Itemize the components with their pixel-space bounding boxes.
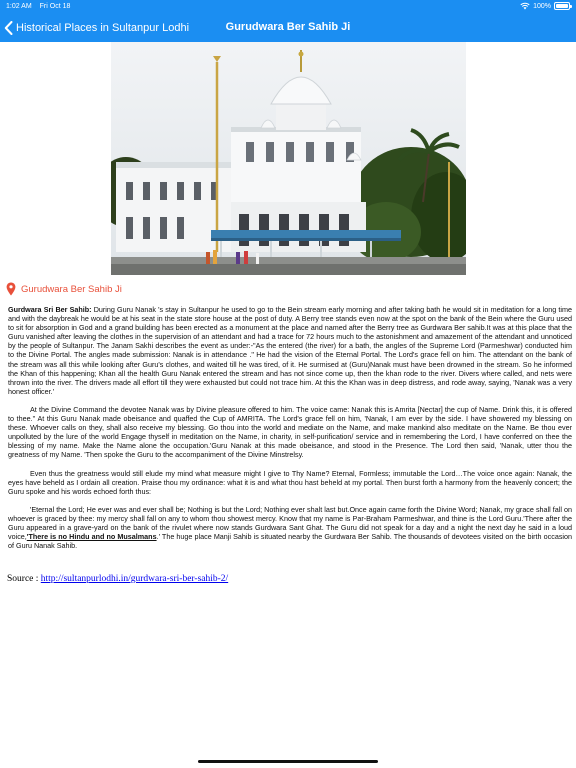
source-link[interactable]: http://sultanpurlodhi.in/gurdwara-sri-ber-sahib-2/: [40, 574, 229, 584]
location-row[interactable]: [6, 282, 122, 296]
article-paragraph-2: At the Divine Command the devotee Nanak was by Divine pleasure offered to him. The voice came: Nanak this is Amrita [Nectar] the cup of Name. Drink this, it is offered to thee." At this Guru Nanak made obeisance and quaffed the Cup of AMRITA. The Lord's grace fell on him, 'Nanak, I am ever by the side. I have showered my blessing on these. Whoever calls on they, shall also receive my blessing. Go thou into the world and mediate on the Name, and make mankind also meditate on the Name. Be thou ever unpolluted by the lure of the world Engage thyself in meditation on the Name, in charity, in self-purification/ service and in remembering the Lord, I have conferred on thee the blessing of my name. Make the Name alone the occupation.'Guru Nanak at this made obeisance, and stood in the Presence. The Lord then said, 'Nanak, utter thou the greatness of my Name. 'Then spoke the Guru to the accompaniment of the Divine Minstrelsy.: [8, 404, 572, 460]
gurudwara-photo: [111, 42, 466, 275]
page-title: Gurudwara Ber Sahib Ji: [225, 21, 351, 33]
article-p4-emphasis: 'There is no Hindu and no Musalmans: [26, 532, 157, 542]
battery-icon: [554, 2, 570, 10]
status-date: Fri Oct 18: [39, 3, 71, 10]
battery-percent: 100%: [533, 2, 551, 10]
navigation-bar: [0, 14, 576, 42]
status-right: [520, 2, 570, 10]
status-bar: [0, 0, 576, 14]
article-body: [8, 305, 572, 559]
article-paragraph-3: Even thus the greatness would still elude my mind what measure might I give to Thy Name? Eternal, Formless; immutable the Lord…The voice once again: Nanak, the eyes have beheld as I ordain all creation. Praise thou my ordinance: what it is and what thou hast beheld at my portal. Then burst forth a harmony from the heavenly concert; the Guru spoke and his words echoed forth thus:: [8, 468, 572, 496]
article-p4-after: .' The huge place Manji Sahib is situated nearby the Gurdwara Ber Sahib. The thousands of devotees visited on the birth occasion of Guru Nanak Sahib.: [8, 532, 573, 551]
article-lead: Gurdwara Sri Ber Sahib:: [8, 305, 92, 314]
source-line: [7, 574, 228, 584]
back-button-label: Historical Places in Sultanpur Lodhi: [16, 22, 190, 34]
status-left: [6, 3, 76, 10]
source-label: Source :: [7, 574, 41, 584]
article-p4-before: 'Eternal the Lord; He ever was and ever shall be; Nothing is but the Lord; Nothing ever shalt last but.Once again came forth the Divine Word; Nanak, my grace shall fall on whoever is graced by thee: my mercy shall fall on any to whom thou showest mercy. Know that my name is Par-Braham Parmeshwar, and thine is the Lord Guru.'There after the Guru appeared in a grave-yard on the bank of the rivulet where now stands Gurdwara Sant Ghat. The Guru did not speak for a day and a night the next day he said in a loud voice,: [8, 504, 572, 542]
article-paragraph-1: [8, 305, 572, 396]
status-time: 1:02 AM: [6, 3, 32, 10]
map-pin-icon: [6, 282, 16, 296]
wifi-icon: [520, 2, 530, 10]
location-name: Gurudwara Ber Sahib Ji: [21, 283, 122, 295]
article-p1-body: During Guru Nanak 's stay in Sultanpur he used to go to the Bein stream early morning and after taking bath he would sit in meditation for a long time and with the daybreak he would be at his seat in the state store house at the post of duty. A Berry tree stands even now at the spot on the bank of the Bein where the Guru used to sit for absorption in God and a grand building has been erected as a monument at the place and named after the Berry tree as Gurdwara Ber sahib.It was at this place that the Guru vanished after leaving the clothes in the supervision of an attendant and had a trace for 72 hours much to the astonishment and amazement of the attendant and unnoticed by the people of Sultanpur. The Janam Sakhi describes the event as under:-"As the entered (the river) for a bath, the angles of the Supreme Lord (Parmeshwar) conducted him to the Divine Portal. The angles made submission: Nanak is in attendance ." He had the vision of the Eternal Portal. The Lord's grace fell on him. The attendant on the bank of the stream was all this while looking after Guru's clothes, and waited till he was tired, of it. He surmised at (Guru)Nanak must have been drowned in the stream. So he informed the Khan of this happening; Khan all the health Guru Nanak entered the stream and has not since come up, then the khan rode to the river. Divers where called, and nets were thrown into the river. The drivers made all effort till they were exhausted but could not trace him. At this the Khan was in deep distress, and rode away, saying, 'Nanak was a very honest officer.': [8, 305, 572, 396]
home-indicator[interactable]: [198, 760, 378, 763]
article-paragraph-4: [8, 505, 572, 550]
